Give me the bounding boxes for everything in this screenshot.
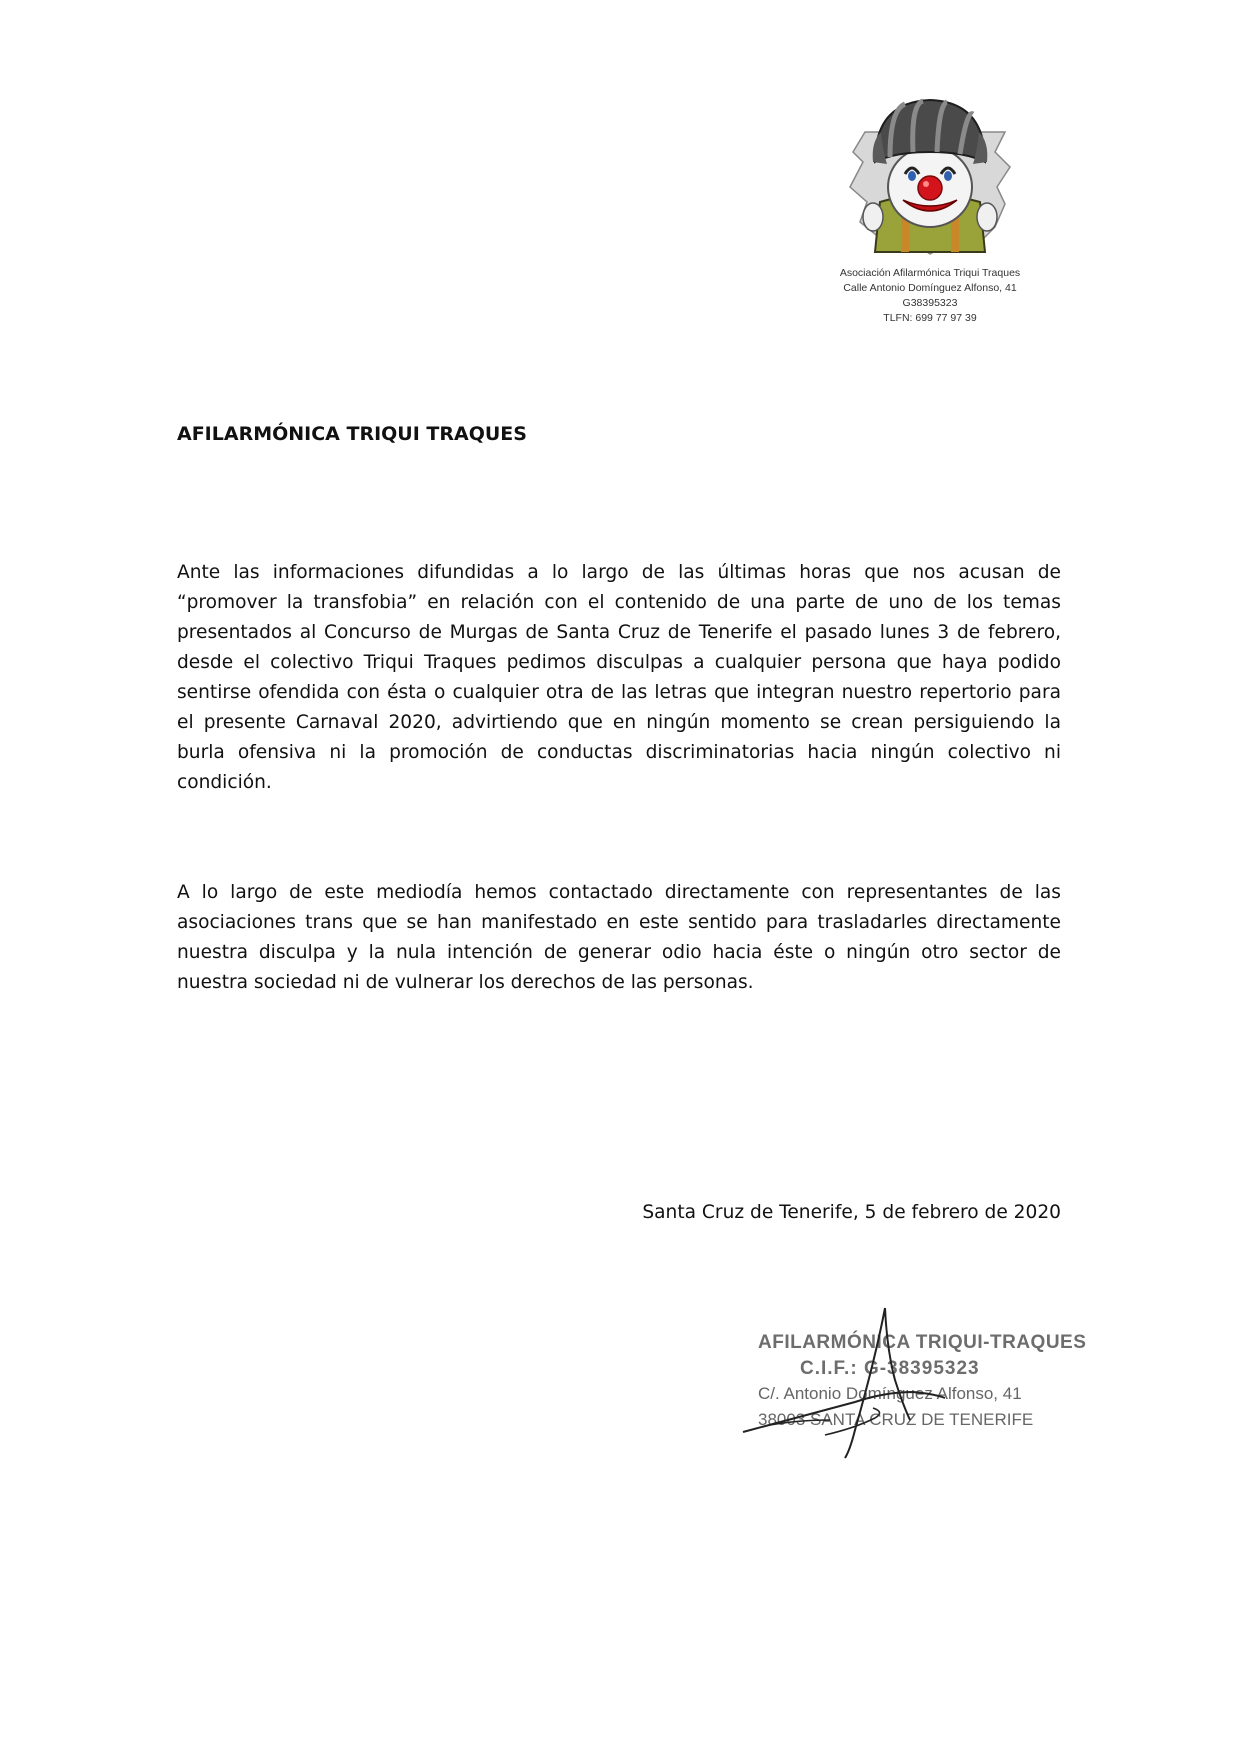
org-name: Asociación Afilarmónica Triqui Traques <box>839 267 1021 279</box>
stamp-line-1: AFILARMÓNICA TRIQUI-TRAQUES <box>758 1332 1087 1353</box>
paragraph-2: A lo largo de este mediodía hemos contactado directamente con representantes de las asociaciones trans que se han manifestado en este sentido para trasladarles directamente nuestra disculpa y la nula intención de generar odio hacia éste o ningún otro sector de nuestra sociedad ni de vulnerar los derechos de las personas. <box>177 882 1061 993</box>
clown-logo-icon <box>845 92 1015 257</box>
org-phone: TLFN: 699 77 97 39 <box>883 312 977 324</box>
document-title: AFILARMÓNICA TRIQUI TRAQUES <box>177 423 527 445</box>
stamp-line-3: C/. Antonio Domínguez Alfonso, 41 <box>758 1384 1022 1403</box>
paragraph-1: Ante las informaciones difundidas a lo largo de las últimas horas que nos acusan de “promover la transfobia” en relación con el contenido de una parte de uno de los temas presentados al Concurso de Murgas de Santa Cruz de Tenerife el pasado lunes 3 de febrero, desde el colectivo Triqui Traques pedimos disculpas a cualquier persona que haya podido sentirse ofendida con ésta o cualquier otra de las letras que integran nuestro repertorio para el presente Carnaval 2020, advirtiendo que en ningún momento se crean persiguiendo la burla ofensiva ni la promoción de conductas discriminatorias hacia ningún colectivo ni condición. <box>177 562 1061 793</box>
signature-icon <box>735 1300 965 1460</box>
org-cif: G38395323 <box>902 297 958 309</box>
org-address: Calle Antonio Domínguez Alfonso, 41 <box>843 282 1017 294</box>
organization-info <box>800 266 1060 326</box>
date-line: Santa Cruz de Tenerife, 5 de febrero de 2020 <box>642 1202 1061 1223</box>
stamp-line-2: C.I.F.: G-38395323 <box>800 1358 980 1379</box>
stamp-line-4: 38003 SANTA CRUZ DE TENERIFE <box>758 1410 1034 1429</box>
